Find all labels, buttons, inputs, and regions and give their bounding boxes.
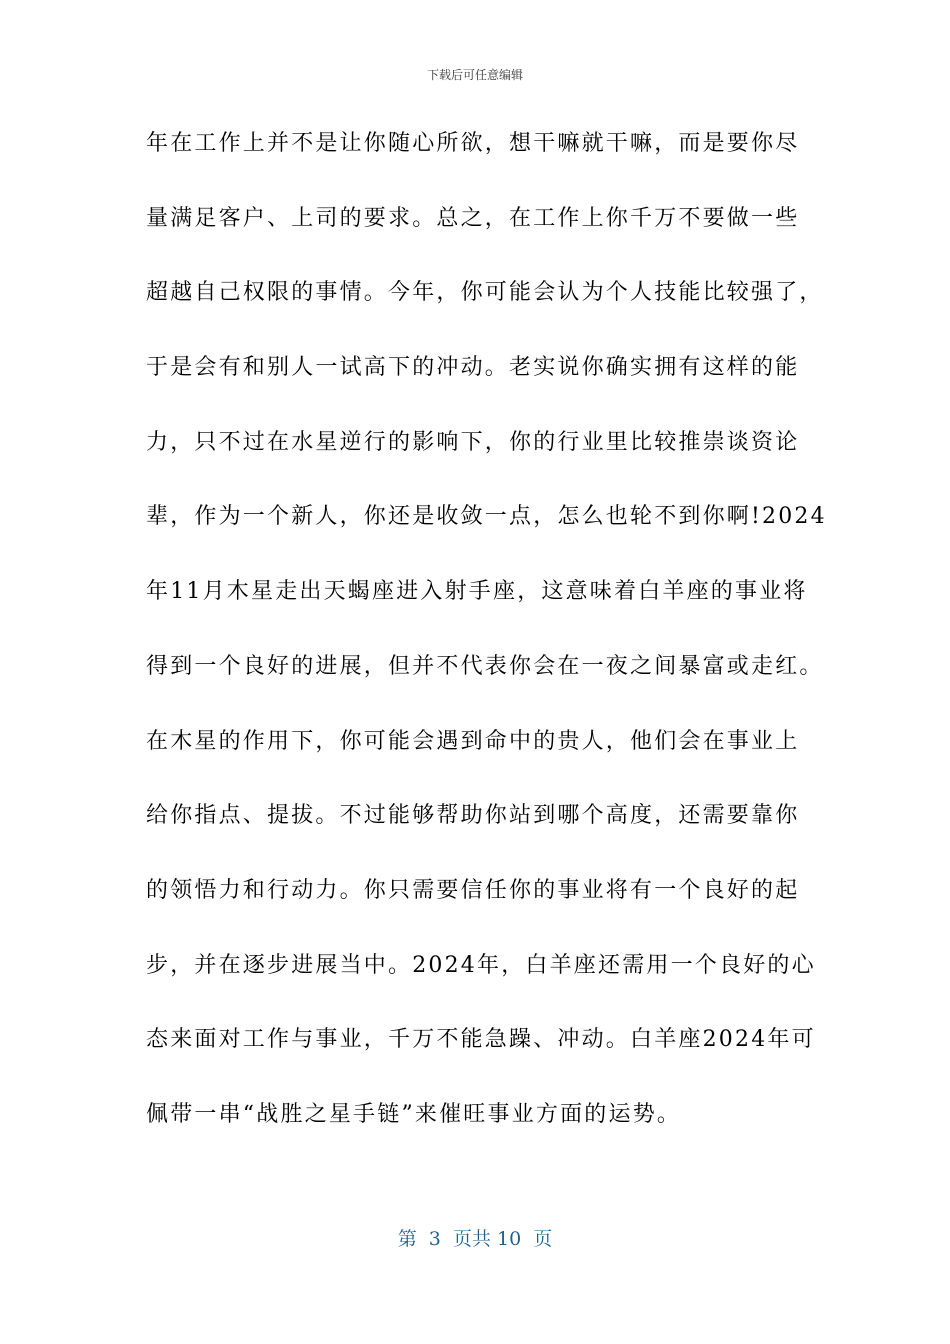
text-line: 力，只不过在水星逆行的影响下，你的行业里比较推崇谈资论 bbox=[146, 429, 800, 455]
text-line: 年在工作上并不是让你随心所欲，想干嘛就干嘛，而是要你尽 bbox=[146, 131, 800, 156]
text-line: 辈，作为一个新人，你还是收敛一点，怎么也轮不到你啊!2024 bbox=[146, 504, 827, 530]
body-text bbox=[146, 124, 826, 1170]
text-line: 量满足客户、上司的要求。总之，在工作上你千万不要做一些 bbox=[146, 205, 800, 231]
text-line: 超越自己权限的事情。今年，你可能会认为个人技能比较强了， bbox=[146, 280, 824, 306]
text-line: 在木星的作用下，你可能会遇到命中的贵人，他们会在事业上 bbox=[146, 728, 800, 754]
text-line: 得到一个良好的进展，但并不代表你会在一夜之间暴富或走红。 bbox=[146, 653, 824, 679]
text-line: 态来面对工作与事业，千万不能急躁、冲动。白羊座2024年可 bbox=[146, 1027, 816, 1053]
page-number-footer: 第 3 页共 10 页 bbox=[397, 1228, 553, 1250]
text-line: 年11月木星走出天蝎座进入射手座，这意味着白羊座的事业将 bbox=[146, 579, 808, 605]
text-line: 给你指点、提拔。不过能够帮助你站到哪个高度，还需要靠你 bbox=[146, 803, 800, 829]
text-line: 步，并在逐步进展当中。2024年，白羊座还需用一个良好的心 bbox=[146, 952, 816, 978]
page-header: 下载后可任意编辑 bbox=[426, 68, 523, 82]
text-line: 的领悟力和行动力。你只需要信任你的事业将有一个良好的起 bbox=[146, 877, 800, 903]
text-line: 佩带一串“战胜之星手链”来催旺事业方面的运势。 bbox=[146, 1101, 682, 1127]
text-line: 于是会有和别人一试高下的冲动。老实说你确实拥有这样的能 bbox=[146, 355, 800, 381]
